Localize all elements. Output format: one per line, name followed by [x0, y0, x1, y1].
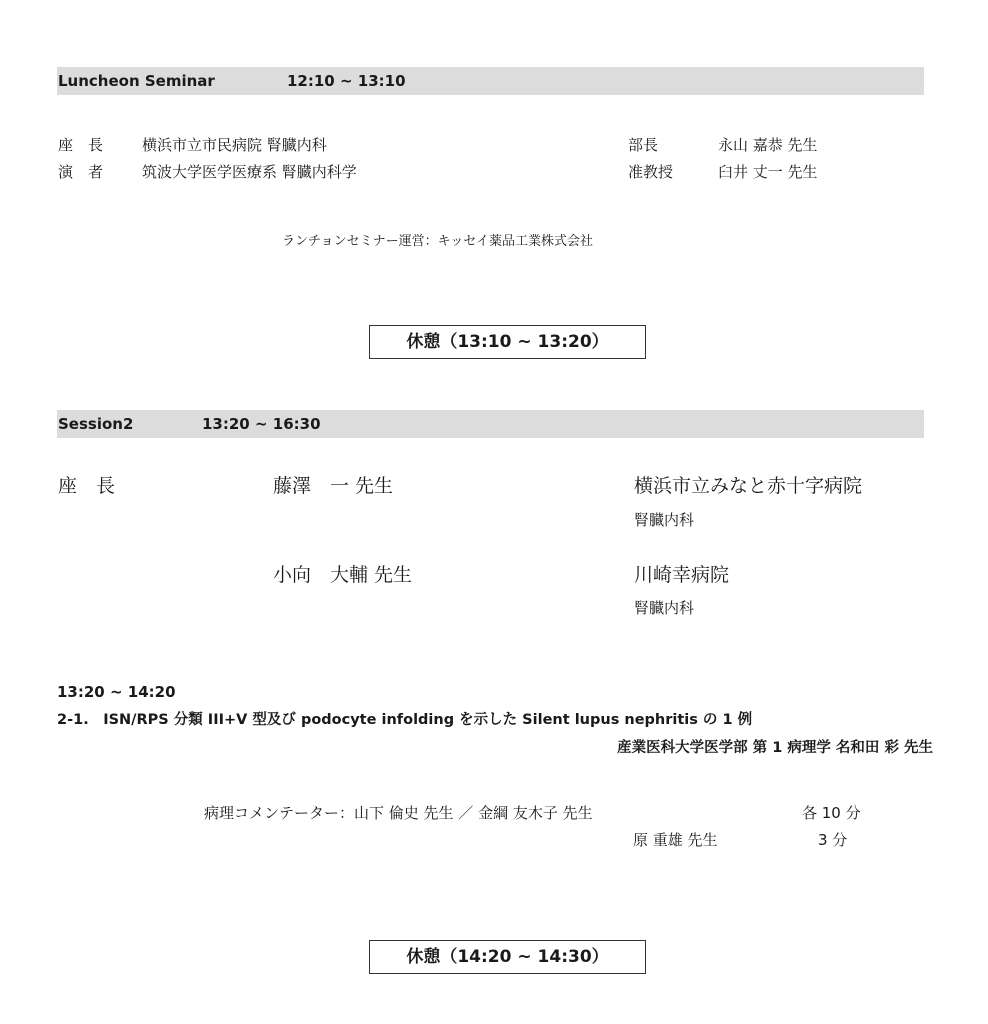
luncheon-speaker-affiliation: 筑波大学医学医療系 腎臓内科学: [142, 163, 357, 181]
session2-chair-2-hospital: 川崎幸病院: [634, 564, 730, 586]
luncheon-header-bar: [57, 67, 924, 95]
luncheon-chair-role: 座 長: [58, 136, 104, 154]
session2-chair-2-name: 小向 大輔 先生: [273, 564, 413, 586]
luncheon-title: Luncheon Seminar: [58, 72, 215, 90]
break-1-box: 休憩（13:10 ~ 13:20）: [369, 325, 646, 359]
commentator-line-2: 原 重雄 先生: [633, 831, 718, 849]
session2-chair-1-dept: 腎臓内科: [634, 511, 695, 529]
break-2-box: 休憩（14:20 ~ 14:30）: [369, 940, 646, 974]
commentator-time-2: 3 分: [818, 831, 848, 849]
session2-chair-1-hospital: 横浜市立みなと赤十字病院: [634, 475, 863, 497]
luncheon-speaker-role: 演 者: [58, 163, 104, 181]
session2-title: Session2: [58, 415, 134, 433]
luncheon-chair-position: 部長: [628, 136, 659, 154]
luncheon-speaker-position: 准教授: [628, 163, 674, 181]
luncheon-time: 12:10 ~ 13:10: [287, 72, 406, 90]
session2-chair-1-name: 藤澤 一 先生: [273, 475, 394, 497]
session2-chair-2-dept: 腎臓内科: [634, 599, 695, 617]
talk-presenter: 産業医科大学医学部 第 1 病理学 名和田 彩 先生: [617, 740, 933, 756]
luncheon-chair-affiliation: 横浜市立市民病院 腎臓内科: [142, 136, 327, 154]
luncheon-sponsor: ランチョンセミナー運営：キッセイ薬品工業株式会社: [282, 234, 593, 249]
session2-chair-role: 座 長: [58, 475, 116, 497]
talk-time: 13:20 ~ 14:20: [57, 683, 176, 701]
session2-header-bar: [57, 410, 924, 438]
luncheon-chair-name: 永山 嘉恭 先生: [718, 136, 818, 154]
luncheon-speaker-name: 臼井 丈一 先生: [718, 163, 818, 181]
commentator-time-1: 各 10 分: [802, 804, 861, 822]
commentator-line-1: 病理コメンテーター：山下 倫史 先生 ／ 金綱 友木子 先生: [204, 804, 593, 822]
talk-title: 2-1. ISN/RPS 分類 III+V 型及び podocyte infolding を示した Silent lupus nephritis の 1 例: [57, 712, 753, 728]
session2-time: 13:20 ~ 16:30: [202, 415, 321, 433]
